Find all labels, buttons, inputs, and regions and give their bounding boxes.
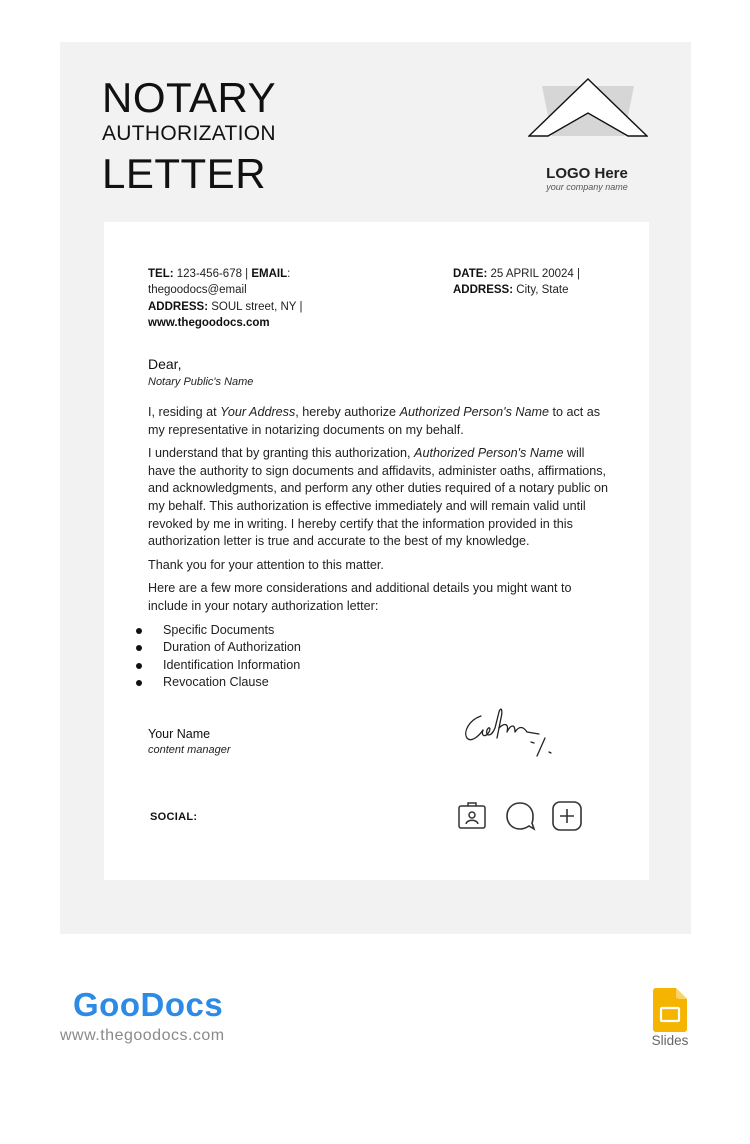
address-value: SOUL street, NY |	[211, 300, 303, 313]
recipient-name: Notary Public's Name	[148, 376, 254, 388]
list-item: Duration of Authorization	[147, 639, 613, 657]
logo-mark-icon	[528, 78, 648, 142]
considerations-list	[148, 622, 613, 692]
letter-card	[104, 222, 649, 880]
goodocs-url[interactable]: www.thegoodocs.com	[60, 1027, 225, 1044]
contact-card-icon[interactable]	[456, 800, 488, 832]
tel-value: 123-456-678 |	[176, 268, 249, 280]
list-item: Specific Documents	[147, 622, 613, 640]
plus-square-icon[interactable]	[551, 800, 583, 832]
tel-label: TEL:	[148, 268, 174, 280]
paragraph-1: I, residing at Your Address, hereby authorize Authorized Person's Name to act as my representative in notarizing documents on my behalf.	[148, 405, 601, 437]
date-value: 25 APRIL 20024 |	[490, 268, 581, 280]
website: www.thegoodocs.com	[148, 316, 270, 329]
goodocs-brand-logo[interactable]: GooDocs	[73, 986, 224, 1023]
greeting: Dear,	[148, 356, 182, 372]
slides-label: Slides	[651, 1033, 689, 1048]
list-item: Revocation Clause	[147, 674, 613, 692]
address2-label: ADDRESS:	[453, 284, 514, 297]
signer-role: content manager	[148, 744, 231, 756]
contact-block-left: TEL: 123-456-678 | EMAIL: thegoodocs@email ADDRESS: SOUL street, NY | www.thegoodocs.com	[148, 268, 303, 329]
signature-image	[459, 698, 569, 760]
list-item: Identification Information	[147, 657, 613, 675]
date-label: DATE:	[453, 268, 488, 280]
address2-value: City, State	[516, 284, 569, 297]
title-line-3: LETTER	[102, 150, 267, 197]
address-label: ADDRESS:	[148, 300, 209, 313]
social-label: SOCIAL:	[150, 811, 198, 823]
paragraph-4: Here are a few more considerations and additional details you might want to include in your notary authorization letter:	[148, 581, 572, 613]
title-line-2: AUTHORIZATION	[102, 122, 276, 145]
logo-subtext: your company name	[546, 182, 628, 192]
chat-bubble-icon[interactable]	[504, 800, 536, 832]
paragraph-2: I understand that by granting this authorization, Authorized Person's Name will have the authority to sign documents and affidavits, administer oaths, affirmations, and acknowledgments, and perform any other duties required of a notary public on my behalf. This authorization is effective immediately and will remain valid until revoked by me in writing. I hereby certify that the information provided in this authorization letter is true and accurate to the best of my knowledge.	[148, 446, 608, 549]
contact-block-right	[453, 266, 633, 299]
logo-text: LOGO Here	[546, 165, 628, 182]
letter-body	[148, 404, 613, 692]
email-label: EMAIL	[251, 268, 288, 280]
paragraph-3: Thank you for your attention to this matter.	[148, 557, 384, 572]
title-line-1: NOTARY	[102, 74, 277, 121]
letter-sheet	[60, 42, 691, 934]
signer-name: Your Name	[148, 727, 211, 741]
google-slides-icon	[653, 988, 687, 1032]
email-value: thegoodocs@email	[148, 284, 247, 297]
